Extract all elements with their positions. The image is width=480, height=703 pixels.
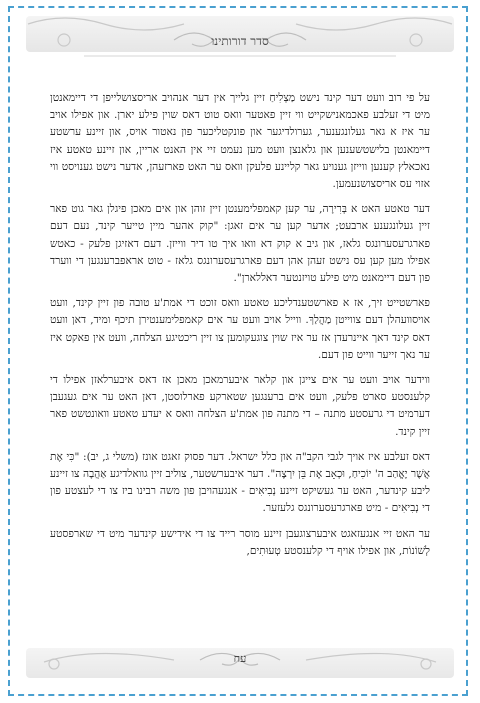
paragraph: פארשטייט זיך, אז א פארשטענדליכע טאטע וואס זוכט די אמת'ע טובה פון זיין קינד, וועט אויסוועהלן דעם צווייטן מַהֲלַךְ. ווייל אויב וועט ער אים קאמפלימענטירן תיכף ומיד, דאן וועט דאס קינד דאך איינרעדן אז ער איז שוין צוגעקומען צו זיין ריכטיגע הצלחה, וועט אין פאקט איז ער נאך זייער ווייט פון דעם. bbox=[50, 297, 430, 361]
paragraph: דער טאטע האט א בְּרִירָה, ער קען קאמפלימענטן זיין זוהן און אים מאכן פיגלן גאר גוט פאר זיין געלונגענע ארבעט; אדער קען ער אים זאגן: "קוק אהער מיין טייער קינד, נעם דעם פארגרעסערונגס גלאז, און גיב א קוק דא וואו איך טו דיר ווייזן. דעם דאזיגן פלעק - כאטש אפילו מען קען עס נישט זעהן אהן דעם פארגרעסערונגס גלאז - טוט אראפברענגען די ווערד פון דעם דיימאנט מיט פילע טויזנטער דאללארן". bbox=[50, 203, 430, 285]
page-header-title: סדר דורותינו bbox=[211, 34, 269, 48]
paragraph: ווידער אויב וועט ער אים צייגן און קלאר איבערמאכן מאכן אז דאס איבערלאזן אפילו די קלענסטע סארט פלעק, וועט אים ברענגען שטארקע פארלוסטן, דאן האט ער אים געגעבן דערמיט די גרעסטע מתנה – די מתנה פון אמת'ע הצלחה וואס א יעדע טאטע וואונטשט פאר זיין קינד. bbox=[50, 374, 430, 438]
body-text bbox=[50, 90, 430, 568]
paragraph: ער האט זיי אנגעזאגט איבערצוגעבן זיינע מוסר רייד צו די אידישע קינדער מיט די שארפסטע לְשׁוֹנוֹת, און אפילו אויף די קלענסטע טְעוּתִים, bbox=[50, 527, 430, 557]
page-number: עח bbox=[233, 652, 247, 665]
paragraph: דאס זעלבע איז אויך לגבי הקב"ה און כלל ישראל. דער פסוק זאגט אונז (משלי ג, יב): "כִּי אֶת אֲשֶׁר יֶאֱהַב ה' יוֹכִיחַ, וּכְאָב אֶת בֵּן יִרְצֶה". דער איבערשטער, צוליב זיין גוואלדיגע אַהֲבָה צו זיינע ליבע קינדער, האט ער געשיקט זיינע נְבִיאִים - אנגעהויבן פון משה רבינו ביז צו די לעצטע פון די נְבִיאִים - מיט פארגרעסערונגס גלעזער. bbox=[50, 450, 430, 515]
paragraph: על פי רוב וועט דער קינד נישט מַצְלִיחַ זיין גלייך אין דער אנהויב אריסצושלייפן די דיימאנטן מיט די זעלבע פאכמאנישקייט ווי זיין פאטער וואס טוט דאס שוין פילע יארן. און אפילו אויב ער איז א גאר געלונגענער, גערולדיגער און פונקטליכער פון נאטור אויס, און זיינע ערשטע דיימאנטן בלישטשענען און גלאנצן וועט מען נעמט זיי אין האנט אריין, און זיינע טאטע איז נאכאלץ קענען ווייזן גענויע גאר קליינע פלעקן וואס ער האט פארזעהן, אדער נישט גענויסט ווי אזוי עס אריסצושנעמען. bbox=[50, 92, 430, 191]
